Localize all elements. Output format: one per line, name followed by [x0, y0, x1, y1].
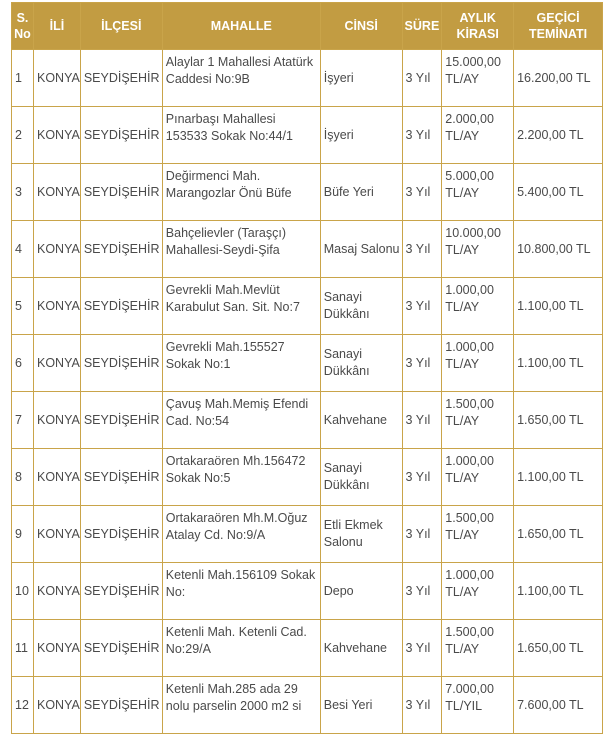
- table-row: [12, 506, 603, 563]
- cell-il: KONYA: [33, 449, 80, 506]
- table-header-row: [12, 3, 603, 50]
- cell-cinsi: Etli Ekmek Salonu: [320, 506, 402, 563]
- cell-sure: 3 Yıl: [402, 620, 442, 677]
- cell-teminat: 16.200,00 TL: [514, 50, 603, 107]
- cell-ilce: SEYDİŞEHİR: [80, 221, 162, 278]
- cell-no: 12: [12, 677, 34, 734]
- cell-teminat: 1.100,00 TL: [514, 563, 603, 620]
- cell-teminat: 5.400,00 TL: [514, 164, 603, 221]
- cell-ilce: SEYDİŞEHİR: [80, 506, 162, 563]
- cell-no: 2: [12, 107, 34, 164]
- cell-mahalle: Ketenli Mah. Ketenli Cad. No:29/A: [162, 620, 320, 677]
- cell-teminat: 1.100,00 TL: [514, 449, 603, 506]
- header-sure: SÜRE: [402, 3, 442, 50]
- cell-kira: 1.500,00 TL/AY: [442, 620, 514, 677]
- cell-mahalle: Bahçelievler (Taraşçı) Mahallesi-Seydi-Şifa: [162, 221, 320, 278]
- cell-kira: 1.500,00 TL/AY: [442, 506, 514, 563]
- cell-ilce: SEYDİŞEHİR: [80, 449, 162, 506]
- cell-cinsi: İşyeri: [320, 50, 402, 107]
- cell-ilce: SEYDİŞEHİR: [80, 392, 162, 449]
- cell-il: KONYA: [33, 164, 80, 221]
- table-row: [12, 620, 603, 677]
- cell-sure: 3 Yıl: [402, 392, 442, 449]
- cell-cinsi: Kahvehane: [320, 392, 402, 449]
- cell-sure: 3 Yıl: [402, 506, 442, 563]
- header-mahalle: MAHALLE: [162, 3, 320, 50]
- table-row: [12, 335, 603, 392]
- table-row: [12, 221, 603, 278]
- cell-kira: 5.000,00 TL/AY: [442, 164, 514, 221]
- table-row: [12, 164, 603, 221]
- cell-no: 6: [12, 335, 34, 392]
- cell-ilce: SEYDİŞEHİR: [80, 677, 162, 734]
- cell-kira: 1.000,00 TL/AY: [442, 278, 514, 335]
- cell-mahalle: Gevrekli Mah.Mevlüt Karabulut San. Sit. No:7: [162, 278, 320, 335]
- header-sno: S. No: [12, 3, 34, 50]
- cell-mahalle: Ortakaraören Mh.156472 Sokak No:5: [162, 449, 320, 506]
- cell-cinsi: Sanayi Dükkânı: [320, 278, 402, 335]
- header-gecici-teminati: GEÇİCİ TEMİNATI: [514, 3, 603, 50]
- cell-kira: 1.000,00 TL/AY: [442, 335, 514, 392]
- cell-mahalle: Ketenli Mah.285 ada 29 nolu parselin 2000 m2 si: [162, 677, 320, 734]
- cell-no: 3: [12, 164, 34, 221]
- header-il: İLİ: [33, 3, 80, 50]
- cell-ilce: SEYDİŞEHİR: [80, 164, 162, 221]
- cell-kira: 1.000,00 TL/AY: [442, 563, 514, 620]
- cell-ilce: SEYDİŞEHİR: [80, 620, 162, 677]
- cell-kira: 7.000,00 TL/YIL: [442, 677, 514, 734]
- cell-no: 1: [12, 50, 34, 107]
- cell-sure: 3 Yıl: [402, 449, 442, 506]
- cell-sure: 3 Yıl: [402, 107, 442, 164]
- cell-teminat: 2.200,00 TL: [514, 107, 603, 164]
- cell-no: 5: [12, 278, 34, 335]
- cell-sure: 3 Yıl: [402, 563, 442, 620]
- cell-no: 9: [12, 506, 34, 563]
- cell-cinsi: Besi Yeri: [320, 677, 402, 734]
- cell-mahalle: Değirmenci Mah. Marangozlar Önü Büfe: [162, 164, 320, 221]
- cell-mahalle: Ortakaraören Mh.M.Oğuz Atalay Cd. No:9/A: [162, 506, 320, 563]
- cell-sure: 3 Yıl: [402, 50, 442, 107]
- table-row: [12, 677, 603, 734]
- cell-il: KONYA: [33, 563, 80, 620]
- cell-no: 10: [12, 563, 34, 620]
- cell-teminat: 1.650,00 TL: [514, 392, 603, 449]
- cell-kira: 10.000,00 TL/AY: [442, 221, 514, 278]
- cell-no: 4: [12, 221, 34, 278]
- cell-mahalle: Gevrekli Mah.155527 Sokak No:1: [162, 335, 320, 392]
- header-ilce: İLÇESİ: [80, 3, 162, 50]
- cell-teminat: 1.650,00 TL: [514, 620, 603, 677]
- cell-mahalle: Pınarbaşı Mahallesi 153533 Sokak No:44/1: [162, 107, 320, 164]
- cell-il: KONYA: [33, 107, 80, 164]
- cell-il: KONYA: [33, 221, 80, 278]
- table-row: [12, 107, 603, 164]
- cell-ilce: SEYDİŞEHİR: [80, 278, 162, 335]
- cell-teminat: 1.650,00 TL: [514, 506, 603, 563]
- cell-il: KONYA: [33, 677, 80, 734]
- cell-cinsi: Sanayi Dükkânı: [320, 335, 402, 392]
- cell-cinsi: Kahvehane: [320, 620, 402, 677]
- cell-mahalle: Ketenli Mah.156109 Sokak No:: [162, 563, 320, 620]
- cell-teminat: 1.100,00 TL: [514, 278, 603, 335]
- cell-cinsi: Büfe Yeri: [320, 164, 402, 221]
- cell-cinsi: Sanayi Dükkânı: [320, 449, 402, 506]
- cell-il: KONYA: [33, 506, 80, 563]
- cell-kira: 2.000,00 TL/AY: [442, 107, 514, 164]
- table-row: [12, 449, 603, 506]
- cell-mahalle: Alaylar 1 Mahallesi Atatürk Caddesi No:9B: [162, 50, 320, 107]
- cell-no: 7: [12, 392, 34, 449]
- header-cinsi: CİNSİ: [320, 3, 402, 50]
- header-aylik-kirasi: AYLIK KİRASI: [442, 3, 514, 50]
- cell-mahalle: Çavuş Mah.Memiş Efendi Cad. No:54: [162, 392, 320, 449]
- cell-cinsi: Masaj Salonu: [320, 221, 402, 278]
- cell-ilce: SEYDİŞEHİR: [80, 563, 162, 620]
- cell-teminat: 1.100,00 TL: [514, 335, 603, 392]
- cell-il: KONYA: [33, 278, 80, 335]
- cell-ilce: SEYDİŞEHİR: [80, 50, 162, 107]
- cell-sure: 3 Yıl: [402, 335, 442, 392]
- cell-sure: 3 Yıl: [402, 677, 442, 734]
- cell-cinsi: Depo: [320, 563, 402, 620]
- cell-kira: 1.500,00 TL/AY: [442, 392, 514, 449]
- rental-listings-table: [11, 2, 603, 734]
- table-row: [12, 50, 603, 107]
- cell-teminat: 7.600,00 TL: [514, 677, 603, 734]
- cell-il: KONYA: [33, 620, 80, 677]
- cell-no: 11: [12, 620, 34, 677]
- cell-il: KONYA: [33, 335, 80, 392]
- table-row: [12, 563, 603, 620]
- table-row: [12, 278, 603, 335]
- cell-teminat: 10.800,00 TL: [514, 221, 603, 278]
- cell-no: 8: [12, 449, 34, 506]
- table-row: [12, 392, 603, 449]
- cell-ilce: SEYDİŞEHİR: [80, 107, 162, 164]
- cell-sure: 3 Yıl: [402, 278, 442, 335]
- cell-il: KONYA: [33, 50, 80, 107]
- cell-kira: 15.000,00 TL/AY: [442, 50, 514, 107]
- cell-ilce: SEYDİŞEHİR: [80, 335, 162, 392]
- table-body: [12, 50, 603, 734]
- cell-sure: 3 Yıl: [402, 221, 442, 278]
- cell-cinsi: İşyeri: [320, 107, 402, 164]
- cell-il: KONYA: [33, 392, 80, 449]
- cell-kira: 1.000,00 TL/AY: [442, 449, 514, 506]
- cell-sure: 3 Yıl: [402, 164, 442, 221]
